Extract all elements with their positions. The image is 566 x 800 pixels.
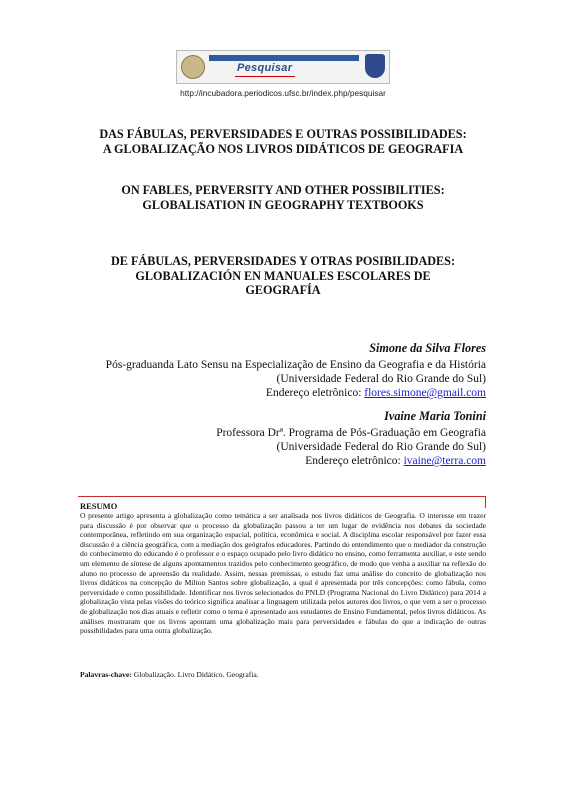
author-1 — [106, 341, 486, 400]
abstract-divider-side — [485, 496, 486, 508]
title-portuguese — [60, 127, 506, 156]
title-spanish — [60, 254, 506, 298]
keywords-values: Globalização. Livro Didático. Geografia. — [131, 670, 259, 679]
author-name: Simone da Silva Flores — [369, 341, 486, 355]
title-english — [60, 183, 506, 212]
email-label: Endereço eletrônico: — [265, 387, 365, 399]
university-seal-icon — [181, 55, 205, 79]
author-institution: (Universidade Federal do Rio Grande do Sul) — [276, 441, 486, 453]
author-institution: (Universidade Federal do Rio Grande do Sul) — [276, 373, 486, 385]
shield-icon — [365, 54, 385, 78]
abstract-text: O presente artigo apresenta a globalização como temática a ser analisada nos livros didáticos de Geografia. O interesse em trazer para discussão é por observar que o processo da globalização passou a ter um lugar de evidência nos debates da sociedade contemporânea, refletindo em sua organização espacial, política, econômica e social. A disciplina escolar responsável por fazer essa discussão é a ciência geográfica, com a mediação dos geógrafos educadores. Partindo do entendimento que o mediador da construção do conhecimento do educando é o professor e o espaço ocupado pelo livro didático no ensino, como ferramenta auxiliar, e este sendo um elemento de síntese de alguns apontamentos trazidos pelo conhecimento geográfico, de modo que venha a auxiliar na reflexão do aluno no processo de apreensão da realidade. Assim, nessas premissas, o estudo faz uma análise do conceito de globalização nos livros didáticos na concepção de Milton Santos sobre globalização, a qual é apresentada por três concepções: como fábula, como perversidade e como possibilidade. Identificar nos livros selecionados do PNLD (Programa Nacional do Livro Didático) para 2014 a globalização vista pelas visões do teórico significa analisar a linguagem utilizada pelos autores dos livros, o que vem a ser o processo de globalização nos dias atuais e refletir como o tema é apresentado aos estudantes de Ensino Fundamental, pelos livros didáticos. As análises mostraram que os livros apontam uma globalização mais para perversidades e fábulas do que a indicação de outras possibilidades para uma outra globalização. — [80, 511, 486, 636]
author-2 — [216, 409, 486, 468]
journal-banner — [176, 50, 390, 84]
title-line: GLOBALIZACIÓN EN MANUALES ESCOLARES DE — [135, 268, 431, 283]
email-label: Endereço eletrônico: — [305, 455, 404, 467]
title-line: GEOGRAFÍA — [245, 283, 321, 297]
author-email-line — [106, 386, 486, 400]
email-link[interactable]: ivaine@terra.com — [403, 455, 486, 467]
abstract-heading: RESUMO — [80, 501, 118, 511]
title-line: GLOBALISATION IN GEOGRAPHY TEXTBOOKS — [142, 197, 424, 212]
title-line: ON FABLES, PERVERSITY AND OTHER POSSIBILITIES: — [121, 183, 445, 197]
title-line: DE FÁBULAS, PERVERSIDADES Y OTRAS POSIBILIDADES: — [110, 254, 456, 268]
author-affiliation: Professora Drª. Programa de Pós-Graduação em Geografia — [216, 427, 486, 439]
keywords-label: Palavras-chave: — [80, 670, 132, 679]
journal-logo-text: Pesquisar — [237, 62, 293, 74]
author-name: Ivaine Maria Tonini — [384, 409, 486, 423]
title-line: DAS FÁBULAS, PERVERSIDADES E OUTRAS POSSIBILIDADES: — [99, 127, 467, 141]
author-email-line — [216, 454, 486, 468]
author-affiliation: Pós-graduanda Lato Sensu na Especialização de Ensino da Geografia e da História — [105, 359, 486, 371]
email-link[interactable]: flores.simone@gmail.com — [364, 387, 486, 399]
banner-stripe — [209, 55, 359, 61]
journal-url[interactable]: http://incubadora.periodicos.ufsc.br/index.php/pesquisar — [180, 88, 386, 98]
title-line: A GLOBALIZAÇÃO NOS LIVROS DIDÁTICOS DE GEOGRAFIA — [102, 141, 464, 156]
keywords — [80, 670, 486, 680]
banner-underline — [235, 76, 295, 77]
abstract-divider — [78, 496, 486, 497]
